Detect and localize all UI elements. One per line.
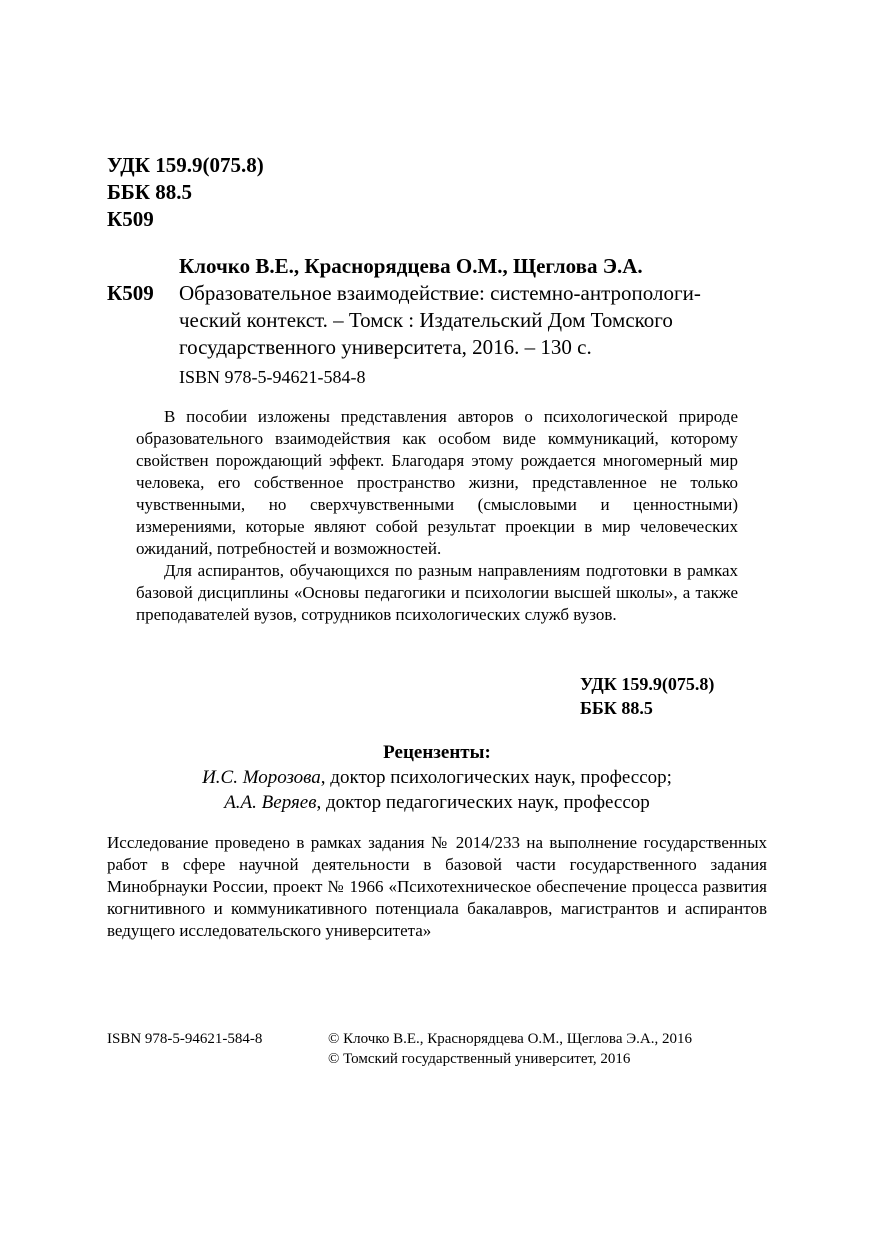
classification-codes-right bbox=[580, 672, 714, 720]
abstract bbox=[136, 406, 738, 626]
funding-text: Исследование проведено в рамках задания № 2014/233 на выполнение государственных работ в сфере научной деятельности в базовой части государственного задания Минобрнауки России, проект № 1966 «Психотехническое обеспечение процесса развития когнитивного и коммуникативного потенциала бакалавров, магистрантов и аспирантов ведущего исследовательского университета» bbox=[107, 833, 767, 940]
reviewer-2-description: , доктор педагогических наук, профессор bbox=[316, 792, 650, 813]
author-cipher: К509 bbox=[107, 207, 154, 231]
bbk-code: ББК 88.5 bbox=[107, 180, 192, 204]
copyright-authors: © Клочко В.Е., Краснорядцева О.М., Щеглова Э.А., 2016 bbox=[328, 1031, 692, 1047]
abstract-paragraph-1: В пособии изложены представления авторов о психологической природе образовательного взаимодействия как особом виде коммуникаций, которому свойствен порождающий эффект. Благодаря этому рождается многомерный мир человека, его собственное пространство жизни, представленное не только чувственными, но сверхчувственными (смысловыми и ценностными) измерениями, которые являют собой результат проекции в мир человеческих ожиданий, потребностей и возможностей. bbox=[136, 407, 738, 558]
reviewers bbox=[107, 740, 767, 815]
abstract-paragraph-2: Для аспирантов, обучающихся по разным направлениям подготовки в рамках базовой дисциплины «Основы педагогики и психологии высшей школы», а также преподавателей вузов, сотрудников психологических служб вузов. bbox=[136, 561, 738, 624]
reviewer-2-name: А.А. Веряев bbox=[224, 792, 317, 813]
footer-isbn: ISBN 978-5-94621-584-8 bbox=[107, 1031, 263, 1047]
reviewer-1-name: И.С. Морозова bbox=[202, 767, 321, 788]
copyright-university: © Томский государственный университет, 2016 bbox=[328, 1051, 631, 1067]
classification-codes bbox=[107, 152, 264, 233]
copyright-block bbox=[328, 1029, 692, 1069]
reviewer-1-description: , доктор психологических наук, профессор; bbox=[320, 767, 672, 788]
bib-row bbox=[107, 280, 767, 361]
reviewer-1 bbox=[107, 765, 767, 790]
udk-code: УДК 159.9(075.8) bbox=[107, 153, 264, 177]
udk-code-right: УДК 159.9(075.8) bbox=[580, 674, 715, 694]
bib-isbn: ISBN 978-5-94621-584-8 bbox=[179, 367, 366, 387]
bib-cipher: К509 bbox=[107, 281, 154, 305]
bibliographic-entry bbox=[107, 253, 767, 391]
bib-authors: Клочко В.Е., Краснорядцева О.М., Щеглова Э.А. bbox=[179, 254, 643, 278]
bib-description: Образовательное взаимодействие: системно-антропологи- ческий контекст. – Томск : Издательский Дом Томского государственного университета, 2016. – 130 с. bbox=[179, 281, 701, 359]
reviewers-title: Рецензенты: bbox=[383, 742, 491, 763]
bbk-code-right: ББК 88.5 bbox=[580, 698, 653, 718]
reviewer-2 bbox=[107, 790, 767, 815]
funding-note bbox=[107, 832, 767, 942]
